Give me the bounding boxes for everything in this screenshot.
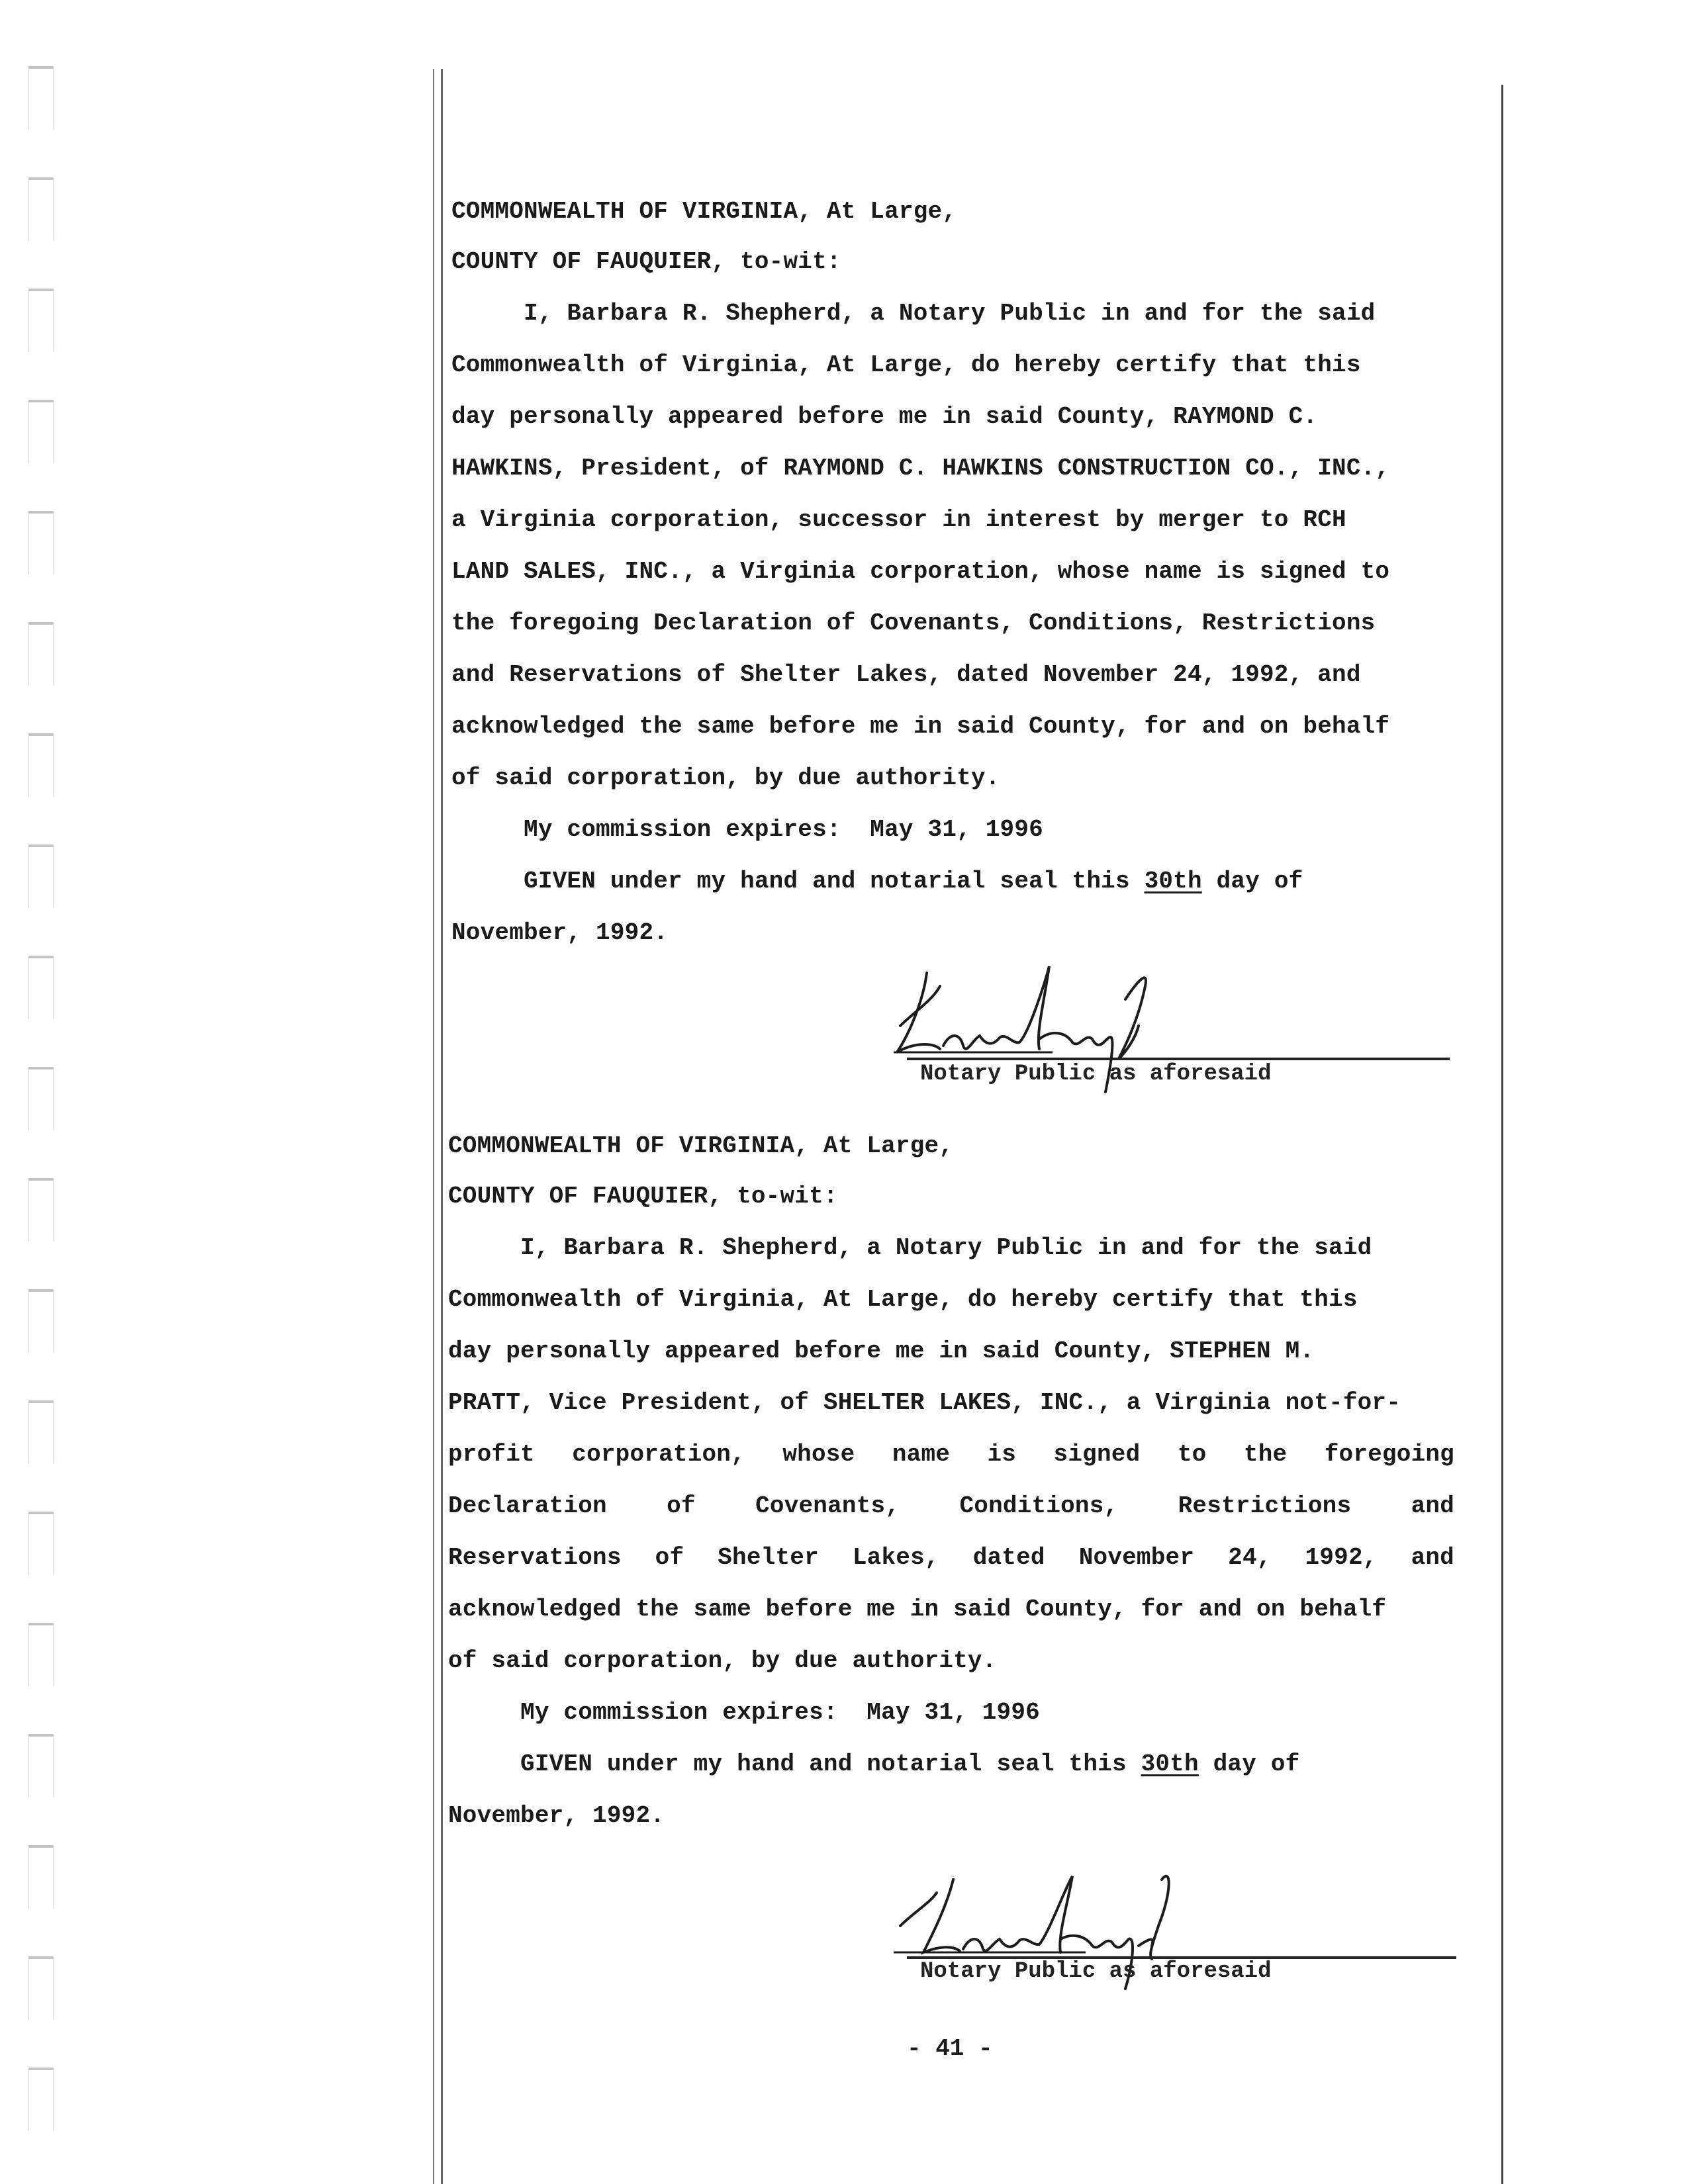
body-line: Commonwealth of Virginia, At Large, do hereby certify that this <box>451 351 1361 379</box>
binder-hole <box>28 1178 54 1242</box>
binder-hole <box>28 733 54 797</box>
body-line: acknowledged the same before me in said County, for and on behalf <box>448 1596 1387 1623</box>
given-suffix: day of <box>1201 868 1303 895</box>
binder-hole <box>28 956 54 1019</box>
binder-hole <box>28 400 54 463</box>
binder-hole <box>28 1400 54 1464</box>
binder-hole <box>28 1067 54 1130</box>
notary-acknowledgment-block-2 <box>448 1126 1454 1829</box>
county-heading: COUNTY OF FAUQUIER, to-wit: <box>448 1183 838 1210</box>
given-prefix: GIVEN under my hand and notarial seal this <box>451 868 1145 895</box>
body-line: the foregoing Declaration of Covenants, Conditions, Restrictions <box>451 610 1376 637</box>
given-date-line: November, 1992. <box>451 919 669 946</box>
binder-hole <box>28 1289 54 1353</box>
binder-hole <box>28 844 54 908</box>
handwritten-signature-icon <box>887 960 1311 1112</box>
given-line <box>451 862 1303 901</box>
body-line: a Virginia corporation, successor in interest by merger to RCH <box>451 506 1346 533</box>
signature-line <box>907 1058 1450 1060</box>
left-margin-rule <box>441 69 443 2184</box>
body-line: Commonwealth of Virginia, At Large, do hereby certify that this <box>448 1286 1358 1313</box>
notary-signature-block-2 <box>887 1840 1456 1992</box>
body-line: acknowledged the same before me in said County, for and on behalf <box>451 713 1390 740</box>
given-day-field: 30th <box>1144 868 1202 895</box>
binder-hole <box>28 1512 54 1575</box>
right-margin-rule <box>1501 85 1503 2184</box>
body-line: I, Barbara R. Shepherd, a Notary Public in and for the said <box>448 1234 1372 1261</box>
binder-hole <box>28 177 54 241</box>
body-line: PRATT, Vice President, of SHELTER LAKES, INC., a Virginia not-for- <box>448 1389 1401 1416</box>
binder-hole <box>28 1845 54 1909</box>
body-line: Reservations of Shelter Lakes, dated November 24, 1992, and <box>448 1544 1454 1571</box>
binder-hole <box>28 66 54 130</box>
venue-heading: COMMONWEALTH OF VIRGINIA, At Large, <box>448 1132 954 1160</box>
left-margin-rule <box>433 69 434 2184</box>
binder-hole <box>28 289 54 352</box>
body-line: of said corporation, by due authority. <box>448 1647 997 1674</box>
binder-hole <box>28 511 54 574</box>
page-number: - 41 - <box>907 2035 993 2062</box>
binder-hole <box>28 1734 54 1797</box>
body-line: of said corporation, by due authority. <box>451 764 1000 792</box>
body-line: HAWKINS, President, of RAYMOND C. HAWKINS CONSTRUCTION CO., INC., <box>451 455 1390 482</box>
body-line: and Reservations of Shelter Lakes, dated November 24, 1992, and <box>451 661 1361 688</box>
given-day-field: 30th <box>1141 1751 1199 1778</box>
notary-signature-block-1 <box>887 960 1456 1112</box>
binder-hole <box>28 2068 54 2131</box>
venue-heading: COMMONWEALTH OF VIRGINIA, At Large, <box>451 198 957 225</box>
commission-expiry-line: My commission expires: May 31, 1996 <box>448 1699 1040 1726</box>
binder-hole-marks <box>28 0 57 2184</box>
binder-hole <box>28 1956 54 2020</box>
given-prefix: GIVEN under my hand and notarial seal this <box>448 1751 1141 1778</box>
body-line: Declaration of Covenants, Conditions, Restrictions and <box>448 1492 1454 1520</box>
binder-hole <box>28 622 54 686</box>
binder-hole <box>28 1623 54 1686</box>
commission-expiry-line: My commission expires: May 31, 1996 <box>451 816 1043 843</box>
given-date-line: November, 1992. <box>448 1802 665 1829</box>
notary-acknowledgment-block-1 <box>451 192 1458 946</box>
body-line: LAND SALES, INC., a Virginia corporation, whose name is signed to <box>451 558 1390 585</box>
body-line: profit corporation, whose name is signed to the foregoing <box>448 1441 1454 1468</box>
body-line: I, Barbara R. Shepherd, a Notary Public in and for the said <box>451 300 1376 327</box>
given-line <box>448 1745 1299 1784</box>
given-suffix: day of <box>1198 1751 1300 1778</box>
body-line: day personally appeared before me in said County, RAYMOND C. <box>451 403 1318 430</box>
body-line: day personally appeared before me in said County, STEPHEN M. <box>448 1338 1315 1365</box>
signature-label: Notary Public as aforesaid <box>920 1062 1272 1087</box>
signature-label: Notary Public as aforesaid <box>920 1959 1272 1984</box>
county-heading: COUNTY OF FAUQUIER, to-wit: <box>451 248 841 275</box>
